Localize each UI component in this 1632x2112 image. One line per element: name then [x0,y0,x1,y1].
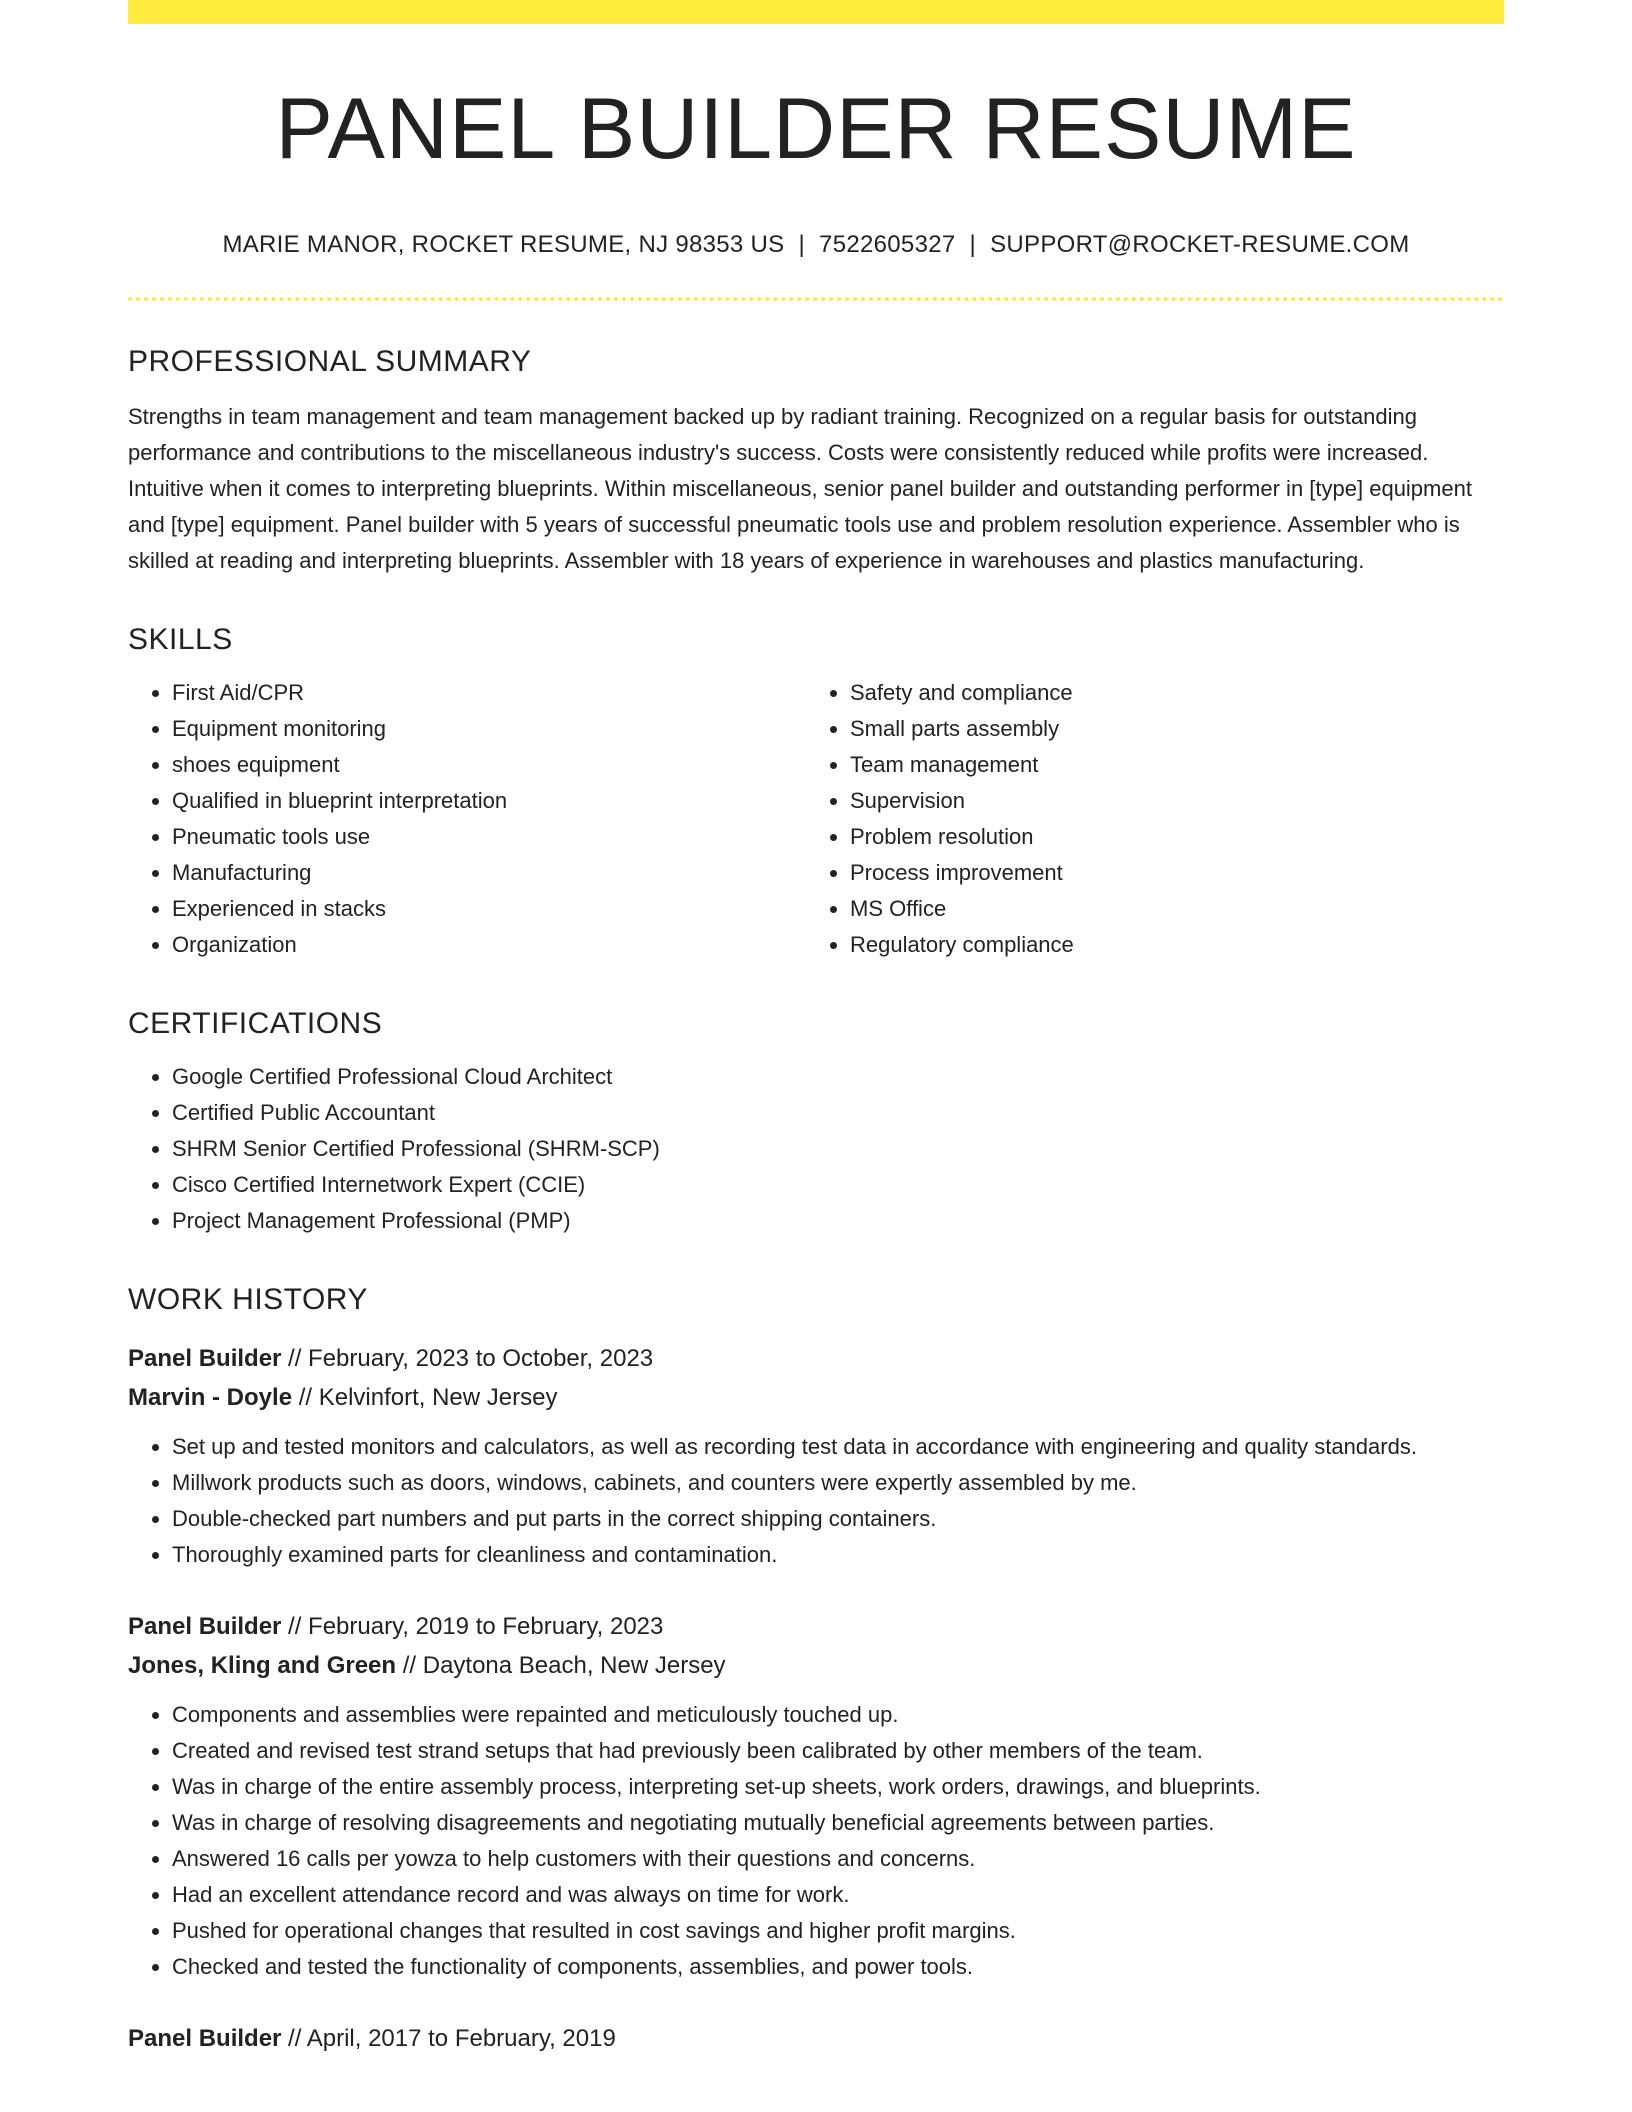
skill-item: • Supervision [850,783,1484,819]
job-bullet: • Was in charge of the entire assembly process, interpreting set-up sheets, work orders, drawings, and blueprints. [172,1769,1504,1805]
dotted-divider [128,297,1504,301]
skill-item: • Pneumatic tools use [172,819,806,855]
certifications-heading: CERTIFICATIONS [128,1006,383,1040]
skill-item: • Experienced in stacks [172,891,806,927]
skill-item: • Regulatory compliance [850,927,1484,963]
job-bullet: • Double-checked part numbers and put parts in the correct shipping containers. [172,1501,1504,1537]
certification-item: • Google Certified Professional Cloud Architect [172,1059,1504,1095]
job-bullet: • Was in charge of resolving disagreements and negotiating mutually beneficial agreements between parties. [172,1805,1504,1841]
skill-item: • Safety and compliance [850,675,1484,711]
job-bullet: • Answered 16 calls per yowza to help customers with their questions and concerns. [172,1841,1504,1877]
job-entry [128,2019,1504,2058]
job-bullet-list [128,1429,1504,1573]
summary-text: Strengths in team management and team management backed up by radiant training. Recognized on a regular basis for outstanding performance and contributions to the miscellaneous industry's success. Costs were consistently reduced while profits were increased. Intuitive when it comes to interpreting blueprints. Within miscellaneous, senior panel builder and outstanding performer in [type] equipment and [type] equipment. Panel builder with 5 years of successful pneumatic tools use and problem resolution experience. Assembler who is skilled at reading and interpreting blueprints. Assembler with 18 years of experience in warehouses and plastics manufacturing. [128,403,1472,573]
resume-page [128,0,1504,2058]
skill-item: • Team management [850,747,1484,783]
skills-list-right [806,675,1484,963]
job-title: Panel Builder [128,1612,282,1640]
skill-item: • Problem resolution [850,819,1484,855]
top-accent-bar [128,0,1504,24]
work-history-heading: WORK HISTORY [128,1282,368,1316]
skill-item: • Small parts assembly [850,711,1484,747]
skill-item: • MS Office [850,891,1484,927]
skills-heading: SKILLS [128,622,233,656]
job-entry [128,1607,1504,1985]
job-company: Jones, Kling and Green [128,1651,397,1679]
skill-item: • Organization [172,927,806,963]
job-company: Marvin - Doyle [128,1383,293,1411]
contact-email: SUPPORT@ROCKET-RESUME.COM [990,230,1410,258]
job-bullet: • Pushed for operational changes that resulted in cost savings and higher profit margins. [172,1913,1504,1949]
job-dates: // April, 2017 to February, 2019 [288,2024,616,2052]
contact-separator: | [798,230,806,258]
contact-phone: 7522605327 [819,230,956,258]
job-title-line [128,1339,1504,1378]
job-company-line [128,1646,1504,1685]
job-bullet: • Created and revised test strand setups that had previously been calibrated by other members of the team. [172,1733,1504,1769]
job-title-line [128,2019,1504,2058]
certification-item: • SHRM Senior Certified Professional (SHRM-SCP) [172,1131,1504,1167]
skills-column-right [806,675,1484,963]
skill-item: • Equipment monitoring [172,711,806,747]
job-title: Panel Builder [128,2024,282,2052]
certifications-list [128,1059,1504,1239]
page-title: PANEL BUILDER RESUME [275,81,1357,177]
job-dates: // February, 2023 to October, 2023 [288,1344,654,1372]
contact-address: MARIE MANOR, ROCKET RESUME, NJ 98353 US [222,230,785,258]
job-company-line [128,1378,1504,1417]
summary-heading: PROFESSIONAL SUMMARY [128,344,532,378]
certification-item: • Project Management Professional (PMP) [172,1203,1504,1239]
job-title-line [128,1607,1504,1646]
job-title: Panel Builder [128,1344,282,1372]
contact-line [128,231,1504,259]
skill-item: • Manufacturing [172,855,806,891]
skills-grid [128,675,1504,963]
skill-item: • First Aid/CPR [172,675,806,711]
certification-item: • Certified Public Accountant [172,1095,1504,1131]
skill-item: • Process improvement [850,855,1484,891]
job-bullet: • Components and assemblies were repainted and meticulously touched up. [172,1697,1504,1733]
skills-list-left [128,675,806,963]
job-entry [128,1339,1504,1573]
job-bullet: • Checked and tested the functionality of components, assemblies, and power tools. [172,1949,1504,1985]
contact-separator: | [969,230,977,258]
job-bullet: • Thoroughly examined parts for cleanliness and contamination. [172,1537,1504,1573]
skill-item: • Qualified in blueprint interpretation [172,783,806,819]
job-location: // Daytona Beach, New Jersey [402,1651,726,1679]
job-dates: // February, 2019 to February, 2023 [288,1612,664,1640]
job-bullet: • Millwork products such as doors, windows, cabinets, and counters were expertly assembled by me. [172,1465,1504,1501]
job-location: // Kelvinfort, New Jersey [298,1383,558,1411]
skills-column-left [128,675,806,963]
skill-item: • shoes equipment [172,747,806,783]
certification-item: • Cisco Certified Internetwork Expert (CCIE) [172,1167,1504,1203]
job-bullet: • Had an excellent attendance record and was always on time for work. [172,1877,1504,1913]
job-bullet: • Set up and tested monitors and calculators, as well as recording test data in accordance with engineering and quality standards. [172,1429,1504,1465]
job-bullet-list [128,1697,1504,1985]
